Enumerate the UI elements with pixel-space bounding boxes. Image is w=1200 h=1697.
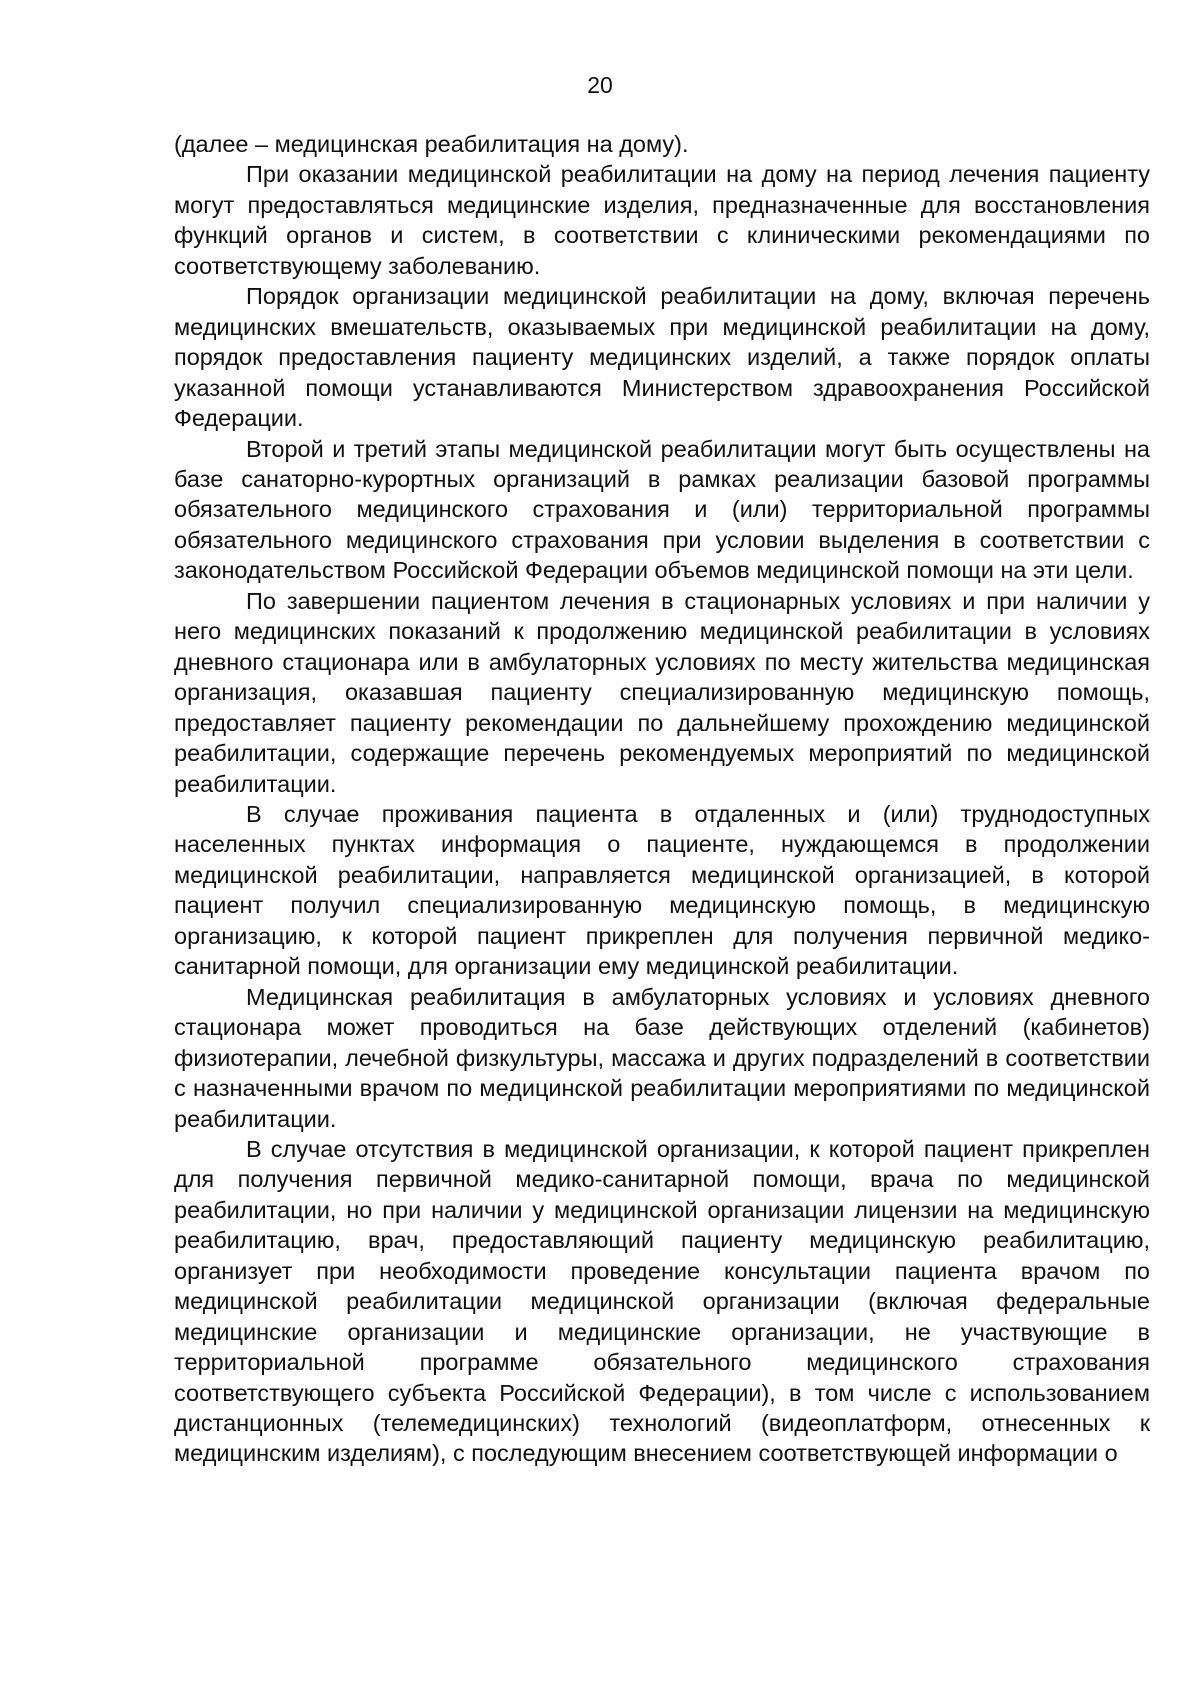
paragraph-continuation: (далее – медицинская реабилитация на дому). (174, 131, 689, 157)
paragraph: При оказании медицинской реабилитации на дому на период лечения пациенту могут предоставляться медицинские изделия, предназначенные для восстановления функций органов и систем, в соответствии с клиническими рекомендациями по соответствующему заболеванию. (174, 161, 1150, 279)
paragraph-last: В случае отсутствия в медицинской организации, к которой пациент прикреплен для получения первичной медико-санитарной помощи, врача по медицинской реабилитации, но при наличии у медицинской организации лицензии на медицинскую реабилитацию, врач, предоставляющий пациенту медицинскую реабилитацию, организует при необходимости проведение консультации пациента врачом по медицинской реабилитации медицинской организации (включая федеральные медицинские организации и медицинские организации, не участвующие в территориальной программе обязательного медицинского страхования соответствующего субъекта Российской Федерации), в том числе с использованием дистанционных (телемедицинских) технологий (видеоплатформ, отнесенных к медицинским изделиям), с последующим внесением соответствующей информации о (174, 1135, 1150, 1467)
document-body (174, 129, 1150, 1469)
paragraph: В случае проживания пациента в отдаленных и (или) труднодоступных населенных пунктах информация о пациенте, нуждающемся в продолжении медицинской реабилитации, направляется медицинской организацией, в которой пациент получил специализированную медицинскую помощь, в медицинскую организацию, к которой пациент прикреплен для получения первичной медико-санитарной помощи, для организации ему медицинской реабилитации. (174, 800, 1150, 980)
paragraph: По завершении пациентом лечения в стационарных условиях и при наличии у него медицинских показаний к продолжению медицинской реабилитации в условиях дневного стационара или в амбулаторных условиях по месту жительства медицинская организация, оказавшая пациенту специализированную медицинскую помощь, предоставляет пациенту рекомендации по дальнейшему прохождению медицинской реабилитации, содержащие перечень рекомендуемых мероприятий по медицинской реабилитации. (174, 587, 1150, 797)
paragraph: Второй и третий этапы медицинской реабилитации могут быть осуществлены на базе санаторно-курортных организаций в рамках реализации базовой программы обязательного медицинского страхования и (или) территориальной программы обязательного медицинского страхования при условии выделения в соответствии с законодательством Российской Федерации объемов медицинской помощи на эти цели. (174, 435, 1150, 584)
page-number: 20 (587, 72, 613, 98)
paragraph: Порядок организации медицинской реабилитации на дому, включая перечень медицинских вмешательств, оказываемых при медицинской реабилитации на дому, порядок предоставления пациенту медицинских изделий, а также порядок оплаты указанной помощи устанавливаются Министерством здравоохранения Российской Федерации. (174, 283, 1150, 432)
paragraph: Медицинская реабилитация в амбулаторных условиях и условиях дневного стационара может проводиться на базе действующих отделений (кабинетов) физиотерапии, лечебной физкультуры, массажа и других подразделений в соответствии с назначенными врачом по медицинской реабилитации мероприятиями по медицинской реабилитации. (174, 983, 1150, 1132)
